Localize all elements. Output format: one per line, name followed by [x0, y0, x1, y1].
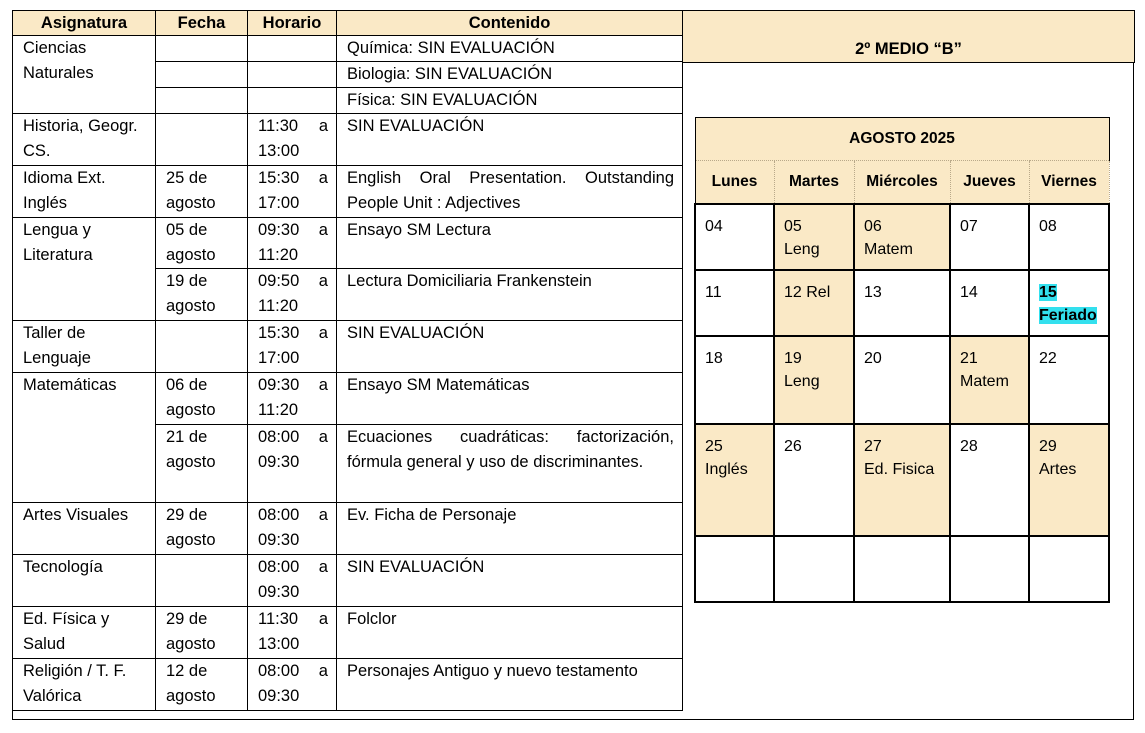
time-cell: 11:30 a 13:00 — [248, 607, 337, 659]
time-cell — [248, 88, 337, 114]
day-number: 08 — [1039, 217, 1057, 235]
content-cell: Ev. Ficha de Personaje — [337, 503, 683, 555]
calendar-day-cell — [774, 536, 854, 602]
table-row — [13, 373, 683, 425]
content-cell: English Oral Presentation. Outstanding People Unit : Adjectives — [337, 166, 683, 218]
day-number: 12 Rel — [784, 283, 831, 301]
date-cell — [156, 114, 248, 166]
calendar-day-cell — [854, 204, 950, 270]
table-row — [13, 607, 683, 659]
day-number: 22 — [1039, 349, 1057, 367]
content-cell: Biologia: SIN EVALUACIÓN — [337, 62, 683, 88]
time-cell: 11:30 a 13:00 — [248, 114, 337, 166]
day-header: Jueves — [950, 161, 1029, 204]
time-cell: 15:30 a 17:00 — [248, 166, 337, 218]
calendar-week-row — [695, 204, 1109, 270]
date-cell — [156, 555, 248, 607]
table-row — [13, 503, 683, 555]
date-cell: 25 de agosto — [156, 166, 248, 218]
subject-cell: Lengua y Literatura — [13, 218, 156, 321]
calendar-day-cell — [950, 204, 1029, 270]
date-cell: 06 de agosto — [156, 373, 248, 425]
calendar-day-cell — [695, 424, 774, 536]
day-number: 28 — [960, 437, 978, 455]
day-number: 27 — [864, 437, 882, 455]
time-cell: 15:30 a 17:00 — [248, 321, 337, 373]
subject-cell: Ciencias Naturales — [13, 36, 156, 114]
calendar-day-cell — [854, 424, 950, 536]
day-number: 14 — [960, 283, 978, 301]
calendar-month-title: AGOSTO 2025 — [695, 118, 1109, 161]
table-row — [13, 36, 683, 62]
header-fecha: Fecha — [156, 11, 248, 36]
table-row — [13, 555, 683, 607]
content-cell: Química: SIN EVALUACIÓN — [337, 36, 683, 62]
day-note: Inglés — [705, 460, 748, 478]
calendar-month-row — [695, 118, 1109, 161]
holiday-label: Feriado — [1039, 306, 1097, 324]
date-cell: 29 de agosto — [156, 607, 248, 659]
day-number: 06 — [864, 217, 882, 235]
day-note — [1039, 304, 1100, 327]
calendar-day-cell — [1029, 424, 1109, 536]
header-asignatura: Asignatura — [13, 11, 156, 36]
date-cell: 19 de agosto — [156, 269, 248, 321]
content-cell: Lectura Domiciliaria Frankenstein — [337, 269, 683, 321]
day-number: 20 — [864, 349, 882, 367]
holiday-day-number: 15 — [1039, 283, 1057, 301]
calendar-day-cell — [1029, 204, 1109, 270]
time-cell: 08:00 a 09:30 — [248, 503, 337, 555]
course-title: 2º MEDIO “B” — [682, 10, 1135, 63]
time-cell: 08:00 a 09:30 — [248, 659, 337, 711]
time-cell: 09:30 a 11:20 — [248, 218, 337, 269]
day-number: 18 — [705, 349, 723, 367]
day-number: 25 — [705, 437, 723, 455]
table-row — [13, 321, 683, 373]
right-panel — [682, 10, 1135, 478]
date-cell — [156, 88, 248, 114]
content-cell: Personajes Antiguo y nuevo testamento — [337, 659, 683, 711]
content-cell: Folclor — [337, 607, 683, 659]
august-calendar — [694, 117, 1110, 603]
header-horario: Horario — [248, 11, 337, 36]
calendar-day-cell — [695, 270, 774, 336]
day-number: 19 — [784, 349, 802, 367]
day-number — [1039, 281, 1100, 304]
calendar-day-cell — [950, 424, 1029, 536]
time-cell — [248, 36, 337, 62]
content-cell: Física: SIN EVALUACIÓN — [337, 88, 683, 114]
calendar-day-cell — [1029, 536, 1109, 602]
day-number: 29 — [1039, 437, 1057, 455]
table-row — [13, 218, 683, 269]
table-row — [13, 166, 683, 218]
time-cell: 09:30 a 11:20 — [248, 373, 337, 425]
calendar-day-cell — [695, 204, 774, 270]
day-number: 04 — [705, 217, 723, 235]
day-note: Leng — [784, 240, 820, 258]
date-cell: 05 de agosto — [156, 218, 248, 269]
day-header: Viernes — [1029, 161, 1109, 204]
calendar-day-cell — [854, 270, 950, 336]
table-row — [13, 659, 683, 711]
evaluation-schedule-page — [12, 10, 1134, 720]
table-row — [13, 114, 683, 166]
day-note: Leng — [784, 372, 820, 390]
calendar-week-row — [695, 424, 1109, 536]
calendar-day-cell — [774, 204, 854, 270]
day-header: Martes — [774, 161, 854, 204]
subject-cell: Taller de Lenguaje — [13, 321, 156, 373]
day-number: 26 — [784, 437, 802, 455]
subject-cell: Religión / T. F. Valórica — [13, 659, 156, 711]
date-cell — [156, 62, 248, 88]
date-cell: 29 de agosto — [156, 503, 248, 555]
calendar-day-cell — [774, 270, 854, 336]
content-cell: SIN EVALUACIÓN — [337, 321, 683, 373]
calendar-day-cell — [854, 536, 950, 602]
calendar-day-cell — [950, 536, 1029, 602]
time-cell: 08:00 a 09:30 — [248, 555, 337, 607]
day-number: 11 — [705, 283, 722, 301]
calendar-week-row — [695, 536, 1109, 602]
calendar-day-header-row — [695, 161, 1109, 204]
day-number: 13 — [864, 283, 882, 301]
subject-cell: Tecnología — [13, 555, 156, 607]
calendar-day-cell — [950, 336, 1029, 424]
day-number: 21 — [960, 349, 978, 367]
day-number: 07 — [960, 217, 978, 235]
calendar-day-cell — [854, 336, 950, 424]
day-header: Miércoles — [854, 161, 950, 204]
day-number: 05 — [784, 217, 802, 235]
subject-cell: Idioma Ext. Inglés — [13, 166, 156, 218]
day-note: Ed. Fisica — [864, 460, 935, 478]
content-cell: Ecuaciones cuadráticas: factorización, fórmula general y uso de discriminantes. — [337, 425, 683, 503]
calendar-week-row — [695, 270, 1109, 336]
schedule-table — [12, 10, 683, 711]
day-note: Matem — [864, 240, 913, 258]
calendar-day-cell — [1029, 270, 1109, 336]
content-cell: Ensayo SM Lectura — [337, 218, 683, 269]
time-cell: 08:00 a 09:30 — [248, 425, 337, 503]
calendar-day-cell — [950, 270, 1029, 336]
day-header: Lunes — [695, 161, 774, 204]
schedule-header-row — [13, 11, 683, 36]
day-note: Artes — [1039, 460, 1077, 478]
content-cell: SIN EVALUACIÓN — [337, 114, 683, 166]
date-cell: 21 de agosto — [156, 425, 248, 503]
date-cell — [156, 36, 248, 62]
calendar-day-cell — [695, 336, 774, 424]
date-cell: 12 de agosto — [156, 659, 248, 711]
subject-cell: Artes Visuales — [13, 503, 156, 555]
subject-cell: Ed. Física y Salud — [13, 607, 156, 659]
subject-cell: Historia, Geogr. CS. — [13, 114, 156, 166]
content-cell: Ensayo SM Matemáticas — [337, 373, 683, 425]
content-cell: SIN EVALUACIÓN — [337, 555, 683, 607]
header-contenido: Contenido — [337, 11, 683, 36]
calendar-week-row — [695, 336, 1109, 424]
day-note: Matem — [960, 372, 1009, 390]
calendar-day-cell — [774, 336, 854, 424]
calendar-day-cell — [1029, 336, 1109, 424]
date-cell — [156, 321, 248, 373]
time-cell — [248, 62, 337, 88]
time-cell: 09:50 a 11:20 — [248, 269, 337, 321]
calendar-day-cell — [774, 424, 854, 536]
calendar-day-cell — [695, 536, 774, 602]
subject-cell: Matemáticas — [13, 373, 156, 503]
